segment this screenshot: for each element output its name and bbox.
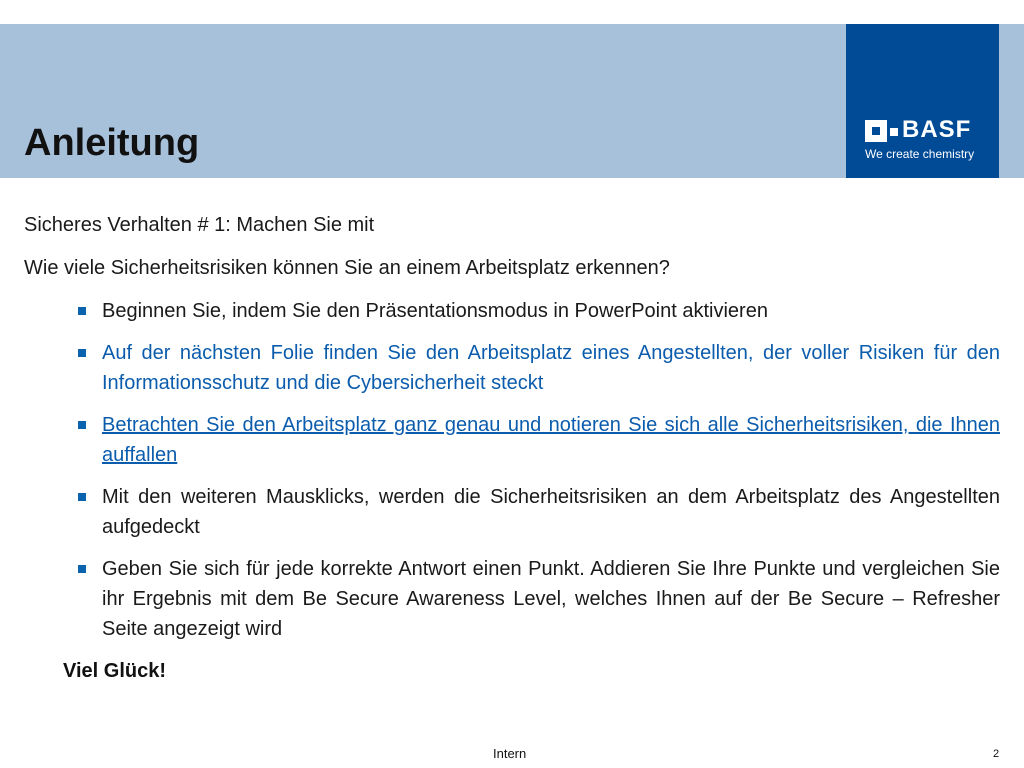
list-item [24, 296, 1000, 326]
logo-claim: We create chemistry [865, 147, 975, 161]
subtitle: Sicheres Verhalten # 1: Machen Sie mit [24, 214, 375, 236]
basf-dot-icon [890, 128, 898, 136]
slide-content [24, 210, 1000, 686]
list-item [24, 554, 1000, 644]
logo-name: BASF [902, 116, 972, 143]
bullet-square-icon [78, 493, 86, 501]
page-number: 2 [993, 748, 1000, 760]
closing-text: Viel Glück! [63, 660, 167, 682]
bullet-text: Auf der nächsten Folie finden Sie den Arbeitsplatz eines Angestellten, der voller Risiken für den Informationsschutz und die Cybersicherheit steckt [102, 342, 1000, 394]
bullet-text: Geben Sie sich für jede korrekte Antwort einen Punkt. Addieren Sie Ihre Punkte und vergleichen Sie ihr Ergebnis mit dem Be Secure Awareness Level, welches Ihnen auf der Be Secure – Refresher Seite angezeigt wird [102, 558, 1000, 640]
instruction-list [24, 296, 1000, 644]
bullet-text: Beginnen Sie, indem Sie den Präsentationsmodus in PowerPoint aktivieren [102, 300, 768, 322]
basf-logo [846, 24, 999, 178]
list-item [24, 338, 1000, 398]
bullet-square-icon [78, 565, 86, 573]
question: Wie viele Sicherheitsrisiken können Sie an einem Arbeitsplatz erkennen? [24, 257, 670, 279]
bullet-text: Mit den weiteren Mausklicks, werden die Sicherheitsrisiken an dem Arbeitsplatz des Angestellten aufgedeckt [102, 486, 1000, 538]
bullet-link[interactable]: Betrachten Sie den Arbeitsplatz ganz genau und notieren Sie sich alle Sicherheitsrisiken, die Ihnen auffallen [102, 414, 1000, 466]
bullet-square-icon [78, 307, 86, 315]
list-item [24, 410, 1000, 470]
slide-title: Anleitung [24, 122, 200, 164]
list-item [24, 482, 1000, 542]
bullet-square-icon [78, 421, 86, 429]
bullet-square-icon [78, 349, 86, 357]
classification-label: Intern [493, 746, 527, 761]
basf-square-icon [865, 120, 887, 142]
